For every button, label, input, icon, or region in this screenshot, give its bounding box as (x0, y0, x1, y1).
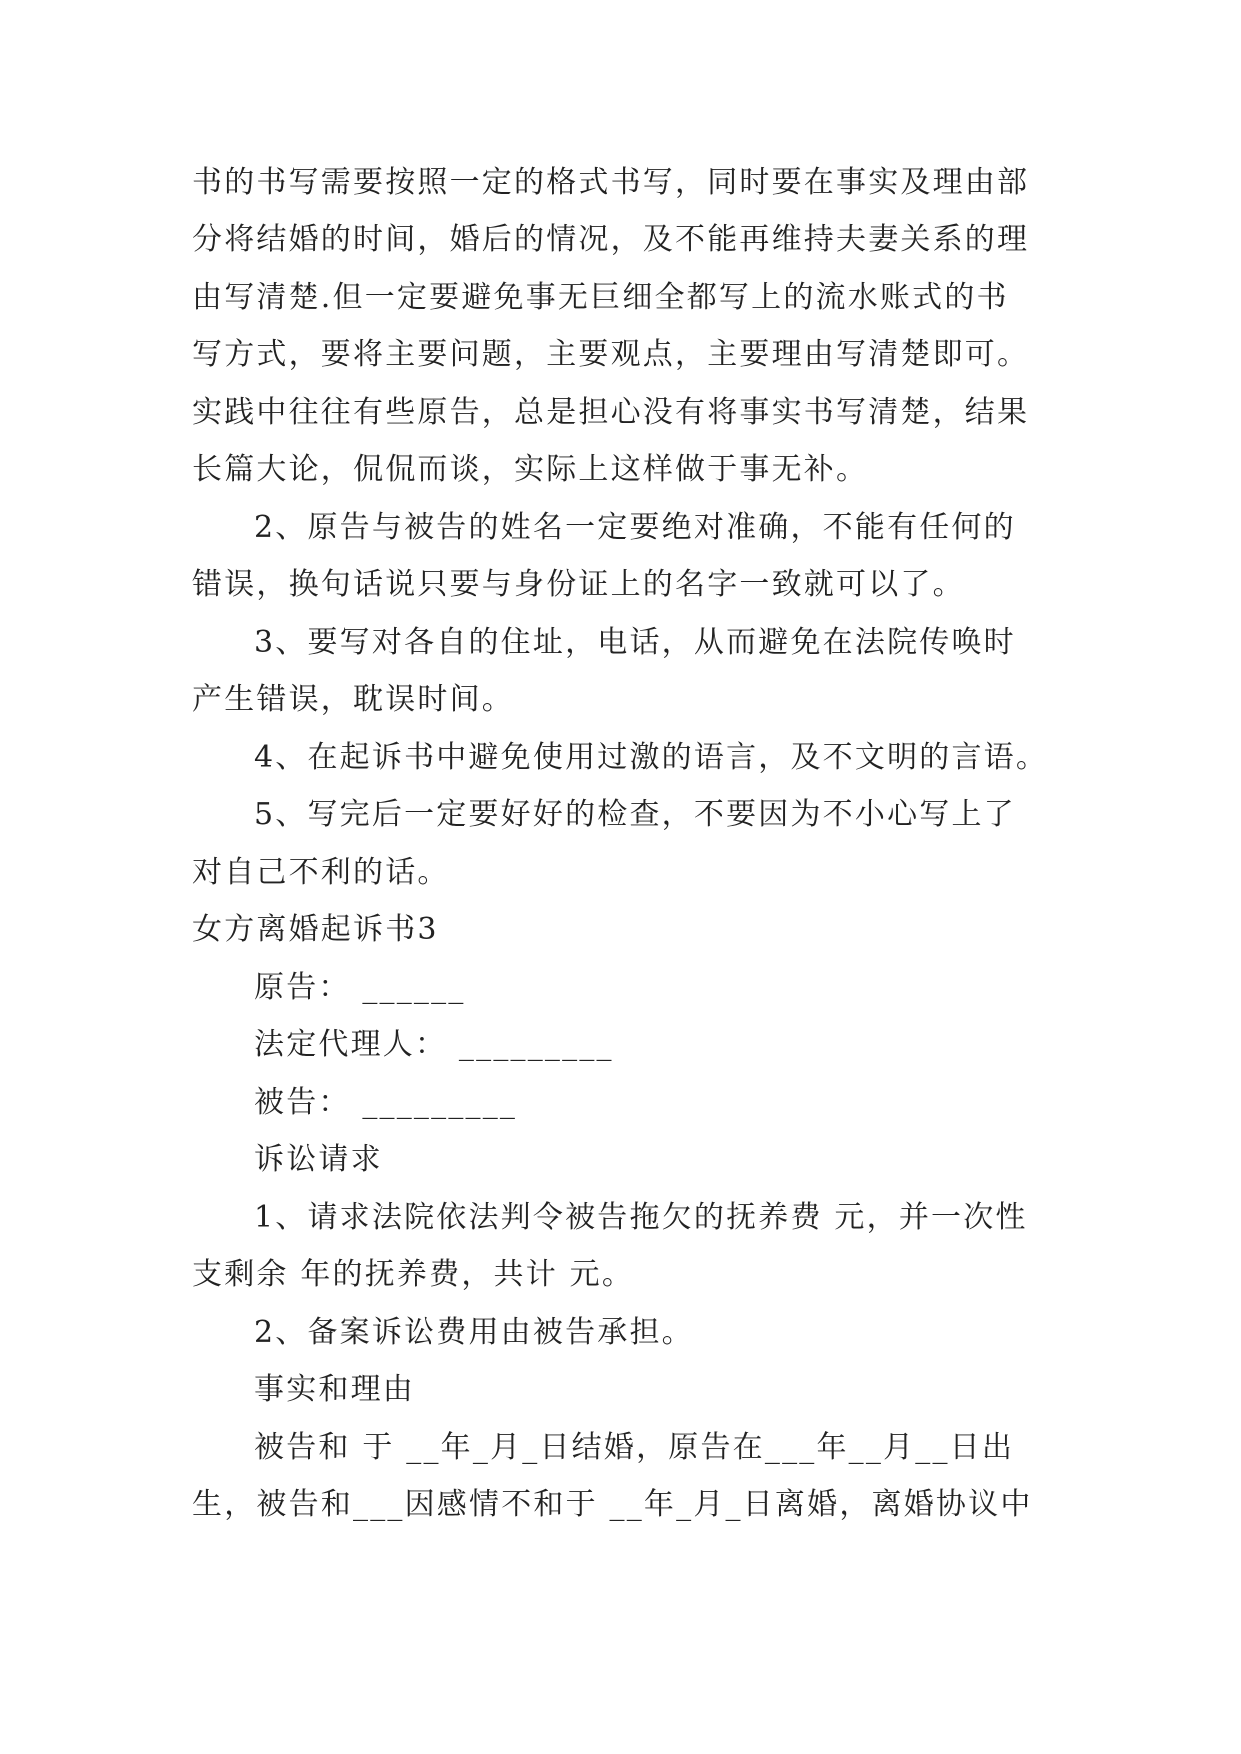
plaintiff-field: 原告： ______ (254, 970, 466, 1005)
legal-agent-field: 法定代理人： _________ (254, 1027, 614, 1062)
facts-heading: 事实和理由 (254, 1372, 415, 1407)
list-item-5: 5、写完后一定要好好的检查，不要因为不小心写上了 (254, 797, 1016, 832)
claims-heading: 诉讼请求 (254, 1142, 383, 1177)
paragraph-line: 长篇大论，侃侃而谈，实际上这样做于事无补。 (192, 452, 869, 487)
list-item-4: 4、在起诉书中避免使用过激的语言，及不文明的言语。 (254, 740, 1049, 775)
paragraph-line: 分将结婚的时间，婚后的情况，及不能再维持夫妻关系的理 (192, 222, 1030, 257)
paragraph-line: 书的书写需要按照一定的格式书写，同时要在事实及理由部 (192, 165, 1030, 200)
claim-item-1: 1、请求法院依法判令被告拖欠的抚养费 元，并一次性 (254, 1200, 1028, 1235)
paragraph-line: 生，被告和___因感情不和于 __年_月_日离婚，离婚协议中 (192, 1487, 1033, 1522)
paragraph-line: 支剩余 年的抚养费，共计 元。 (192, 1257, 635, 1292)
defendant-field: 被告： _________ (254, 1085, 518, 1120)
facts-paragraph-line: 被告和 于 __年_月_日结婚，原告在___年__月__日出 (254, 1430, 1015, 1465)
paragraph-line: 由写清楚.但一定要避免事无巨细全都写上的流水账式的书 (192, 280, 1009, 315)
paragraph-line: 写方式，要将主要问题，主要观点，主要理由写清楚即可。 (192, 337, 1030, 372)
list-item-2: 2、原告与被告的姓名一定要绝对准确，不能有任何的 (254, 510, 1016, 545)
list-item-3: 3、要写对各自的住址，电话，从而避免在法院传唤时 (254, 625, 1016, 660)
paragraph-line: 错误，换句话说只要与身份证上的名字一致就可以了。 (192, 567, 965, 602)
paragraph-line: 产生错误，耽误时间。 (192, 682, 514, 717)
paragraph-line: 对自己不利的话。 (192, 855, 450, 890)
claim-item-2: 2、备案诉讼费用由被告承担。 (254, 1315, 694, 1350)
paragraph-line: 实践中往往有些原告，总是担心没有将事实书写清楚，结果 (192, 395, 1030, 430)
section-title: 女方离婚起诉书3 (192, 912, 439, 947)
